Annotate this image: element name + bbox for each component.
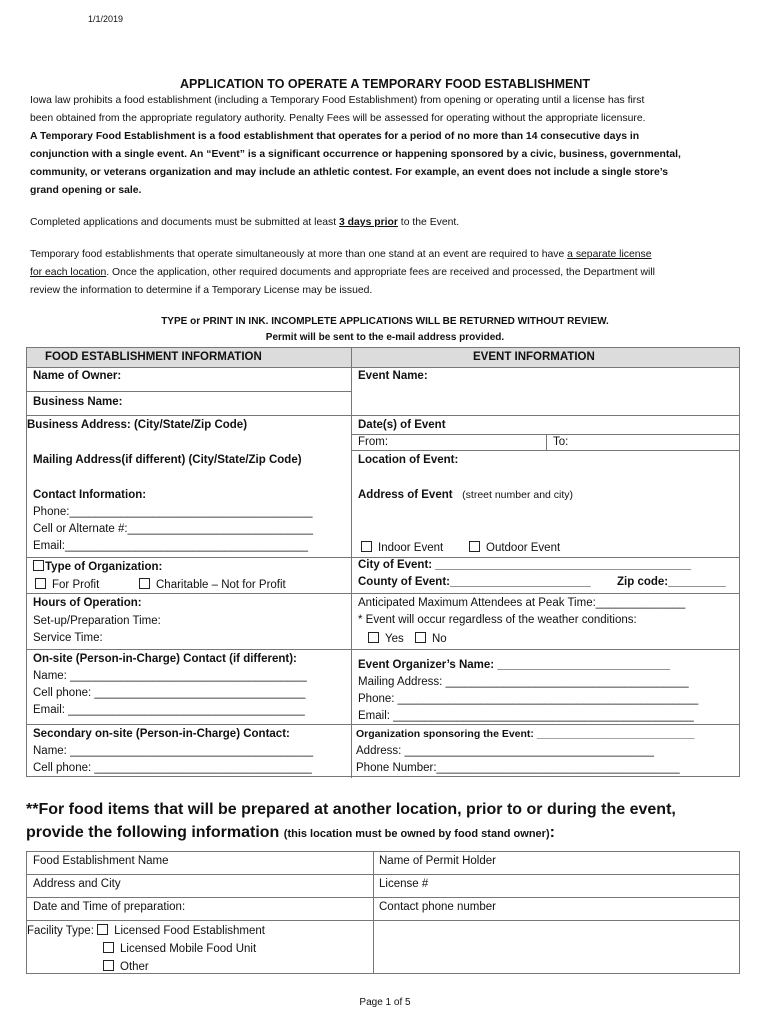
- establishment-name-field[interactable]: Food Establishment Name: [33, 855, 169, 867]
- cell-field[interactable]: Cell or Alternate #:_____________________________: [33, 523, 314, 535]
- event-name-label: Event Name:: [358, 370, 428, 382]
- event-dates-label: Date(s) of Event: [358, 419, 446, 431]
- checkbox-icon[interactable]: [35, 578, 46, 589]
- license-emphasis: a separate license: [567, 249, 652, 260]
- weather-yes-option[interactable]: Yes: [368, 632, 404, 645]
- sponsor-address-field[interactable]: Address: _______________________________________: [356, 745, 655, 757]
- event-address-label: Address of Event (street number and city): [358, 489, 574, 501]
- organizer-email-field[interactable]: Email: _______________________________________________: [358, 710, 694, 722]
- owner-name-label: Name of Owner:: [33, 370, 122, 382]
- prep-location-table: [26, 851, 740, 974]
- definition-line: community, or veterans organization and may include an athletic contest. For example, an event does not include a single store’s: [30, 167, 669, 178]
- event-location-label: Location of Event:: [358, 454, 459, 466]
- address-city-field[interactable]: Address and City: [33, 878, 121, 890]
- intro-paragraph: [30, 92, 740, 200]
- food-establishment-header: FOOD ESTABLISHMENT INFORMATION: [45, 351, 262, 363]
- checkbox-icon[interactable]: [103, 960, 114, 971]
- checkbox-icon[interactable]: [139, 578, 150, 589]
- sponsor-organization-field[interactable]: Organization sponsoring the Event: ___________________________: [356, 728, 695, 740]
- organizer-phone-field[interactable]: Phone: _______________________________________________: [358, 693, 699, 705]
- submit-deadline-text: Completed applications and documents must be submitted at least 3 days prior to the Event.: [30, 217, 460, 228]
- date-to-field[interactable]: To:: [553, 436, 569, 448]
- organizer-mailing-field[interactable]: Mailing Address: ______________________________________: [358, 676, 689, 688]
- charitable-option[interactable]: Charitable – Not for Profit: [139, 578, 286, 591]
- business-address-label: Business Address: (City/State/Zip Code): [27, 419, 248, 431]
- intro-line: been obtained from the appropriate regulatory authority. Penalty Fees will be assessed for operating without the appropriate licensure.: [30, 113, 646, 124]
- application-table: [26, 347, 740, 777]
- license-emphasis: for each location: [30, 267, 107, 278]
- email-field[interactable]: Email:______________________________________: [33, 540, 308, 552]
- indoor-event-option[interactable]: Indoor Event: [361, 541, 443, 554]
- facility-type-label: Facility Type: Licensed Food Establishment: [27, 925, 265, 937]
- mailing-address-label: Mailing Address(if different) (City/State/Zip Code): [33, 454, 302, 466]
- intro-line: Iowa law prohibits a food establishment (including a Temporary Food Establishment) from opening or operating until a license has first: [30, 95, 645, 106]
- prep-heading-line1: **For food items that will be prepared at another location, prior to or during the event,: [26, 801, 676, 818]
- date-from-field[interactable]: From:: [358, 436, 389, 448]
- checkbox-icon[interactable]: [33, 560, 44, 571]
- deadline-emphasis: 3 days prior: [339, 217, 398, 228]
- license-number-field[interactable]: License #: [379, 878, 429, 890]
- checkbox-icon[interactable]: [97, 924, 108, 935]
- weather-note: * Event will occur regardless of the weather conditions:: [358, 614, 637, 626]
- contact-information-label: Contact Information:: [33, 489, 147, 501]
- definition-line: conjunction with a single event. An “Event” is a significant occurrence or happening sponsored by a civic, business, governmental,: [30, 149, 681, 160]
- outdoor-event-option[interactable]: Outdoor Event: [469, 541, 560, 554]
- business-name-label: Business Name:: [33, 396, 123, 408]
- definition-line: A Temporary Food Establishment is a food establishment that operates for a period of no more than 14 consecutive days in: [30, 131, 640, 142]
- onsite-email-field[interactable]: Email: _____________________________________: [33, 704, 305, 716]
- definition-line: grand opening or sale.: [30, 185, 142, 196]
- licensed-mobile-option[interactable]: Licensed Mobile Food Unit: [103, 942, 256, 955]
- checkbox-icon[interactable]: [368, 632, 379, 643]
- weather-no-option[interactable]: No: [415, 632, 447, 645]
- multi-stand-text: Temporary food establishments that operate simultaneously at more than one stand at an event are required to have a separate license for each location. Once the application, other required documents and appropriate fees are received and processed, the Department will review the information to determine if a Temporary License may be issued.: [30, 249, 655, 296]
- for-profit-option[interactable]: For Profit: [35, 578, 99, 591]
- page-title: APPLICATION TO OPERATE A TEMPORARY FOOD ESTABLISHMENT: [180, 77, 590, 91]
- prep-heading-line2: provide the following information (this location must be owned by food stand owner):: [26, 824, 555, 841]
- document-date: 1/1/2019: [88, 14, 124, 24]
- page-number: Page 1 of 5: [359, 997, 411, 1008]
- event-city-field[interactable]: City of Event: ________________________________________: [358, 559, 692, 571]
- secondary-cell-field[interactable]: Cell phone: __________________________________: [33, 762, 312, 774]
- hours-label: Hours of Operation:: [33, 597, 142, 609]
- organization-type-label: Type of Organization:: [33, 560, 162, 573]
- checkbox-icon[interactable]: [361, 541, 372, 552]
- permit-holder-field[interactable]: Name of Permit Holder: [379, 855, 496, 867]
- event-county-field[interactable]: County of Event:______________________: [358, 576, 591, 588]
- checkbox-icon[interactable]: [469, 541, 480, 552]
- checkbox-icon[interactable]: [415, 632, 426, 643]
- phone-field[interactable]: Phone:______________________________________: [33, 506, 313, 518]
- onsite-cell-field[interactable]: Cell phone: _________________________________: [33, 687, 306, 699]
- service-time-field[interactable]: Service Time:: [33, 632, 103, 644]
- sponsor-phone-field[interactable]: Phone Number:______________________________________: [356, 762, 680, 774]
- attendees-field[interactable]: Anticipated Maximum Attendees at Peak Time:______________: [358, 597, 686, 609]
- organizer-name-field[interactable]: Event Organizer’s Name: ___________________________: [358, 659, 671, 671]
- prep-date-time-field[interactable]: Date and Time of preparation:: [33, 901, 186, 913]
- event-zip-field[interactable]: Zip code:_________: [617, 576, 726, 588]
- checkbox-icon[interactable]: [103, 942, 114, 953]
- secondary-contact-label: Secondary on-site (Person-in-Charge) Contact:: [33, 728, 290, 740]
- onsite-contact-label: On-site (Person-in-Charge) Contact (if different):: [33, 653, 297, 665]
- ink-notice: TYPE or PRINT IN INK. INCOMPLETE APPLICATIONS WILL BE RETURNED WITHOUT REVIEW. Permit will be sent to the e-mail address provided.: [161, 316, 609, 343]
- contact-phone-field[interactable]: Contact phone number: [379, 901, 496, 913]
- secondary-name-field[interactable]: Name: ______________________________________: [33, 745, 314, 757]
- setup-time-field[interactable]: Set-up/Preparation Time:: [33, 615, 161, 627]
- onsite-name-field[interactable]: Name: _____________________________________: [33, 670, 307, 682]
- event-information-header: EVENT INFORMATION: [473, 351, 595, 363]
- other-facility-option[interactable]: Other: [103, 960, 149, 973]
